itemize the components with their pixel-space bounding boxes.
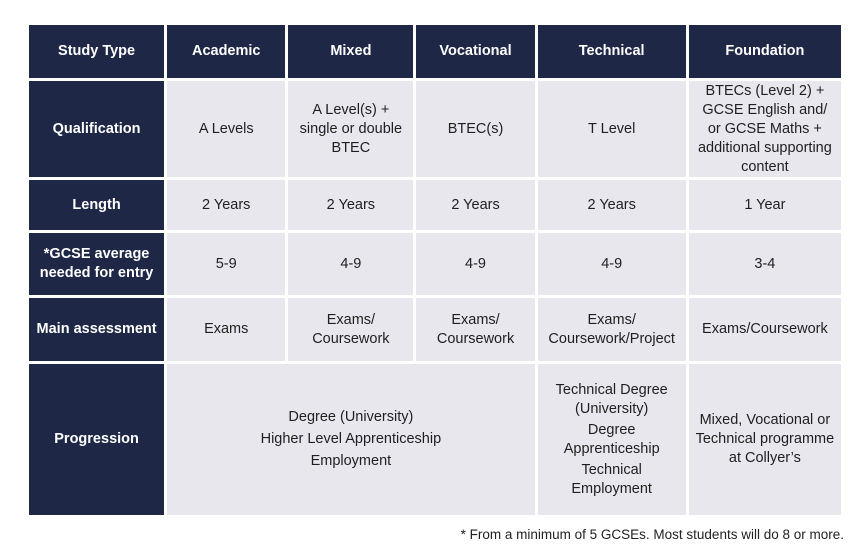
assessment-academic: Exams xyxy=(167,298,285,361)
progression-technical xyxy=(538,364,686,515)
footnote: * From a minimum of 5 GCSEs. Most students will do 8 or more. xyxy=(460,527,844,542)
row-label-assessment: Main assessment xyxy=(29,298,164,361)
gcse-technical: 4-9 xyxy=(538,233,686,295)
row-label-progression: Progression xyxy=(29,364,164,515)
header-foundation: Foundation xyxy=(689,25,841,78)
assessment-technical: Exams/ Coursework/Project xyxy=(538,298,686,361)
header-row xyxy=(29,25,841,78)
gcse-academic: 5-9 xyxy=(167,233,285,295)
header-mixed: Mixed xyxy=(288,25,413,78)
assessment-mixed: Exams/ Coursework xyxy=(288,298,413,361)
gcse-mixed: 4-9 xyxy=(288,233,413,295)
progression-row xyxy=(29,364,841,515)
length-academic: 2 Years xyxy=(167,180,285,230)
gcse-vocational: 4-9 xyxy=(416,233,534,295)
row-label-qualification: Qualification xyxy=(29,81,164,177)
progression-shared-item: Degree (University) xyxy=(288,409,414,425)
length-technical: 2 Years xyxy=(538,180,686,230)
gcse-row xyxy=(29,233,841,295)
progression-technical-item: Degree Apprenticeship xyxy=(563,421,660,457)
header-vocational: Vocational xyxy=(416,25,534,78)
progression-shared-item: Higher Level Apprenticeship xyxy=(260,431,442,447)
header-academic: Academic xyxy=(167,25,285,78)
progression-shared-item: Employment xyxy=(310,453,392,469)
assessment-row xyxy=(29,298,841,361)
length-vocational: 2 Years xyxy=(416,180,534,230)
row-label-length: Length xyxy=(29,180,164,230)
qualification-academic: A Levels xyxy=(167,81,285,177)
qualification-vocational: BTEC(s) xyxy=(416,81,534,177)
length-foundation: 1 Year xyxy=(689,180,841,230)
progression-shared xyxy=(167,364,534,515)
header-technical: Technical xyxy=(538,25,686,78)
length-mixed: 2 Years xyxy=(288,180,413,230)
assessment-vocational: Exams/ Coursework xyxy=(416,298,534,361)
study-options-table xyxy=(26,22,844,518)
qualification-row xyxy=(29,81,841,177)
progression-technical-item: Technical Employment xyxy=(571,461,652,497)
header-study-type: Study Type xyxy=(29,25,164,78)
length-row xyxy=(29,180,841,230)
qualification-technical: T Level xyxy=(538,81,686,177)
qualification-mixed: A Level(s) + single or double BTEC xyxy=(288,81,413,177)
progression-technical-item: Technical Degree (University) xyxy=(555,381,668,417)
gcse-foundation: 3-4 xyxy=(689,233,841,295)
assessment-foundation: Exams/Coursework xyxy=(689,298,841,361)
qualification-foundation: BTECs (Level 2) + GCSE English and/ or GCSE Maths + additional supporting content xyxy=(689,81,841,177)
progression-foundation: Mixed, Vocational or Technical programme at Collyer’s xyxy=(689,364,841,515)
row-label-gcse: *GCSE average needed for entry xyxy=(29,233,164,295)
